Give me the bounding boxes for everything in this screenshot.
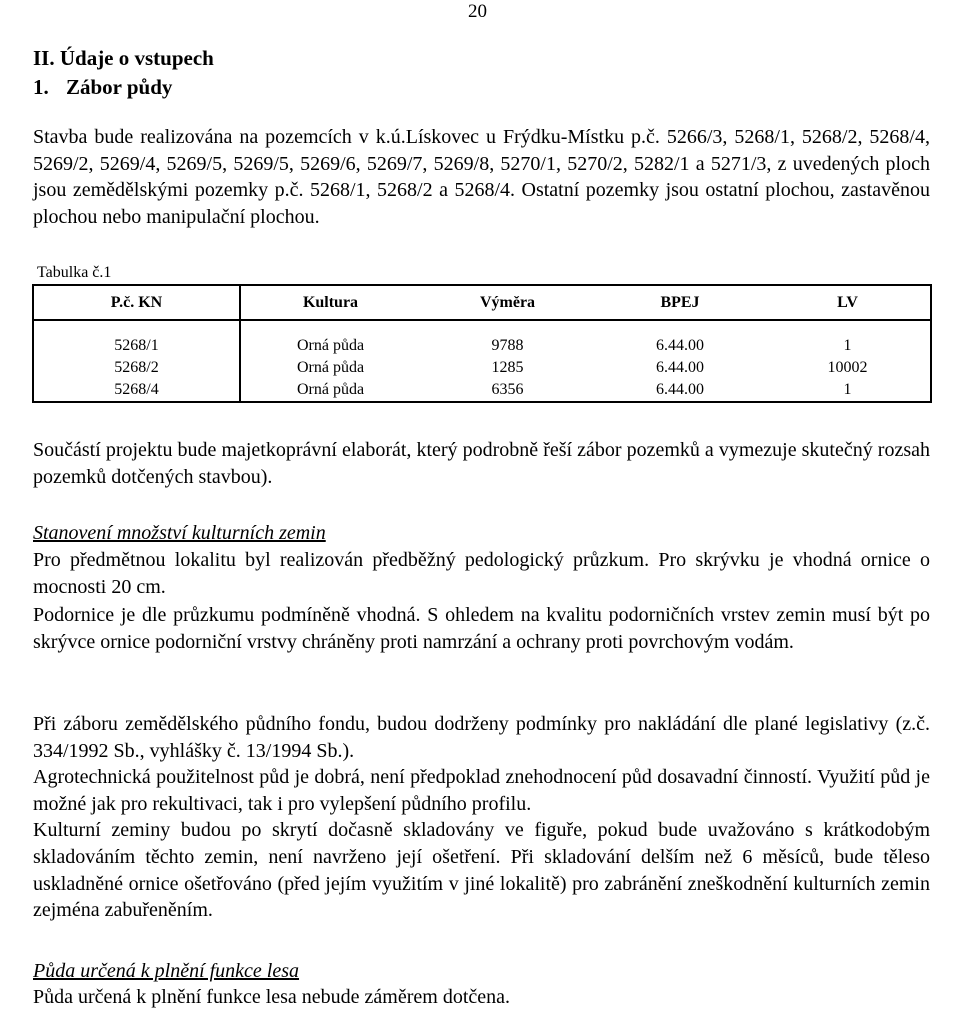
cell-area: 1285 [491, 359, 524, 376]
table-header-row [33, 285, 931, 320]
header-parcel: P.č. KN [33, 285, 240, 320]
project-paragraph: Součástí projektu bude majetkoprávní elaborát, který podrobně řeší zábor pozemků a vymezuje skutečný rozsah pozemků dotčených stavbou). [33, 439, 930, 488]
cell-culture: Orná půda [240, 379, 420, 402]
header-lv: LV [765, 285, 931, 320]
header-area: Výměra [420, 285, 595, 320]
forest-paragraph: Půda určená k plnění funkce lesa nebude záměrem dotčena. [33, 986, 511, 1008]
cell-culture: Orná půda [240, 320, 420, 357]
header-bpej: BPEJ [595, 285, 765, 320]
forest-section-title: Půda určená k plnění funkce lesa [33, 960, 300, 982]
culture-paragraph-2: Podornice je dle průzkumu podmíněně vhodná. S ohledem na kvalitu podorničních vrstev zemin musí být po skrývce ornice podorniční vrstvy chráněny proti namrzání a ochrany proti povrchovým vodám. [33, 604, 930, 653]
cell-culture: Orná půda [240, 357, 420, 379]
cell-area: 9788 [491, 337, 524, 354]
cell-bpej: 6.44.00 [656, 359, 704, 376]
cell-lv: 1 [843, 337, 852, 354]
culture-paragraph-3a: Při záboru zemědělského půdního fondu, budou dodrženy podmínky pro nakládání dle plané legislativy (z.č. 334/1992 Sb., vyhlášky č. 13/1994 Sb.). [33, 713, 930, 762]
cell-parcel: 5268/4 [114, 381, 159, 398]
cell-bpej: 6.44.00 [656, 381, 704, 398]
header-culture: Kultura [240, 285, 420, 320]
section-heading: II. Údaje o vstupech [33, 46, 214, 70]
culture-paragraph-group [33, 711, 930, 924]
culture-paragraph-1: Pro předmětnou lokalitu byl realizován předběžný pedologický průzkum. Pro skrývku je vhodná ornice o mocnosti 20 cm. [33, 549, 930, 598]
cell-bpej: 6.44.00 [656, 337, 704, 354]
table-caption: Tabulka č.1 [37, 264, 112, 281]
table-row [33, 320, 931, 357]
subsection-heading [33, 73, 172, 101]
cell-area: 6356 [491, 381, 524, 398]
culture-section-title: Stanovení množství kulturních zemin [33, 522, 326, 544]
page-number: 20 [468, 1, 487, 22]
culture-paragraph-3c: Kulturní zeminy budou po skrytí dočasně skladovány ve figuře, pokud bude uvažováno s krátkodobým skladováním těchto zemin, není navrženo její ošetření. Při skladování delším než 6 měsíců, bude těleso uskladněné ornice ošetřováno (před jejím využitím v jiné lokalitě) pro zabránění zneškodnění kulturních zemin zejména zabuřeněním. [33, 819, 930, 922]
subsection-title: Zábor půdy [66, 75, 173, 99]
table-row [33, 357, 931, 379]
subsection-number: 1. [33, 75, 49, 99]
land-table [32, 284, 932, 403]
cell-lv: 1 [843, 381, 852, 398]
cell-lv: 10002 [827, 359, 868, 376]
cell-parcel: 5268/2 [114, 359, 159, 376]
culture-paragraph-3b: Agrotechnická použitelnost půd je dobrá, není předpoklad znehodnocení půd dosavadní činností. Využití půd je možné jak pro rekultivaci, tak i pro vylepšení půdního profilu. [33, 766, 930, 815]
table-row [33, 379, 931, 402]
cell-parcel: 5268/1 [114, 337, 159, 354]
intro-paragraph: Stavba bude realizována na pozemcích v k.ú.Lískovec u Frýdku-Místku p.č. 5266/3, 5268/1, 5268/2, 5268/4, 5269/2, 5269/4, 5269/5, 5269/5, 5269/6, 5269/7, 5269/8, 5270/1, 5270/2, 5282/1 a 5271/3, z uvedených ploch jsou zemědělskými pozemky p.č. 5268/1, 5268/2 a 5268/4. Ostatní pozemky jsou ostatní plochou, zastavěnou plochou nebo manipulační plochou. [33, 126, 930, 228]
